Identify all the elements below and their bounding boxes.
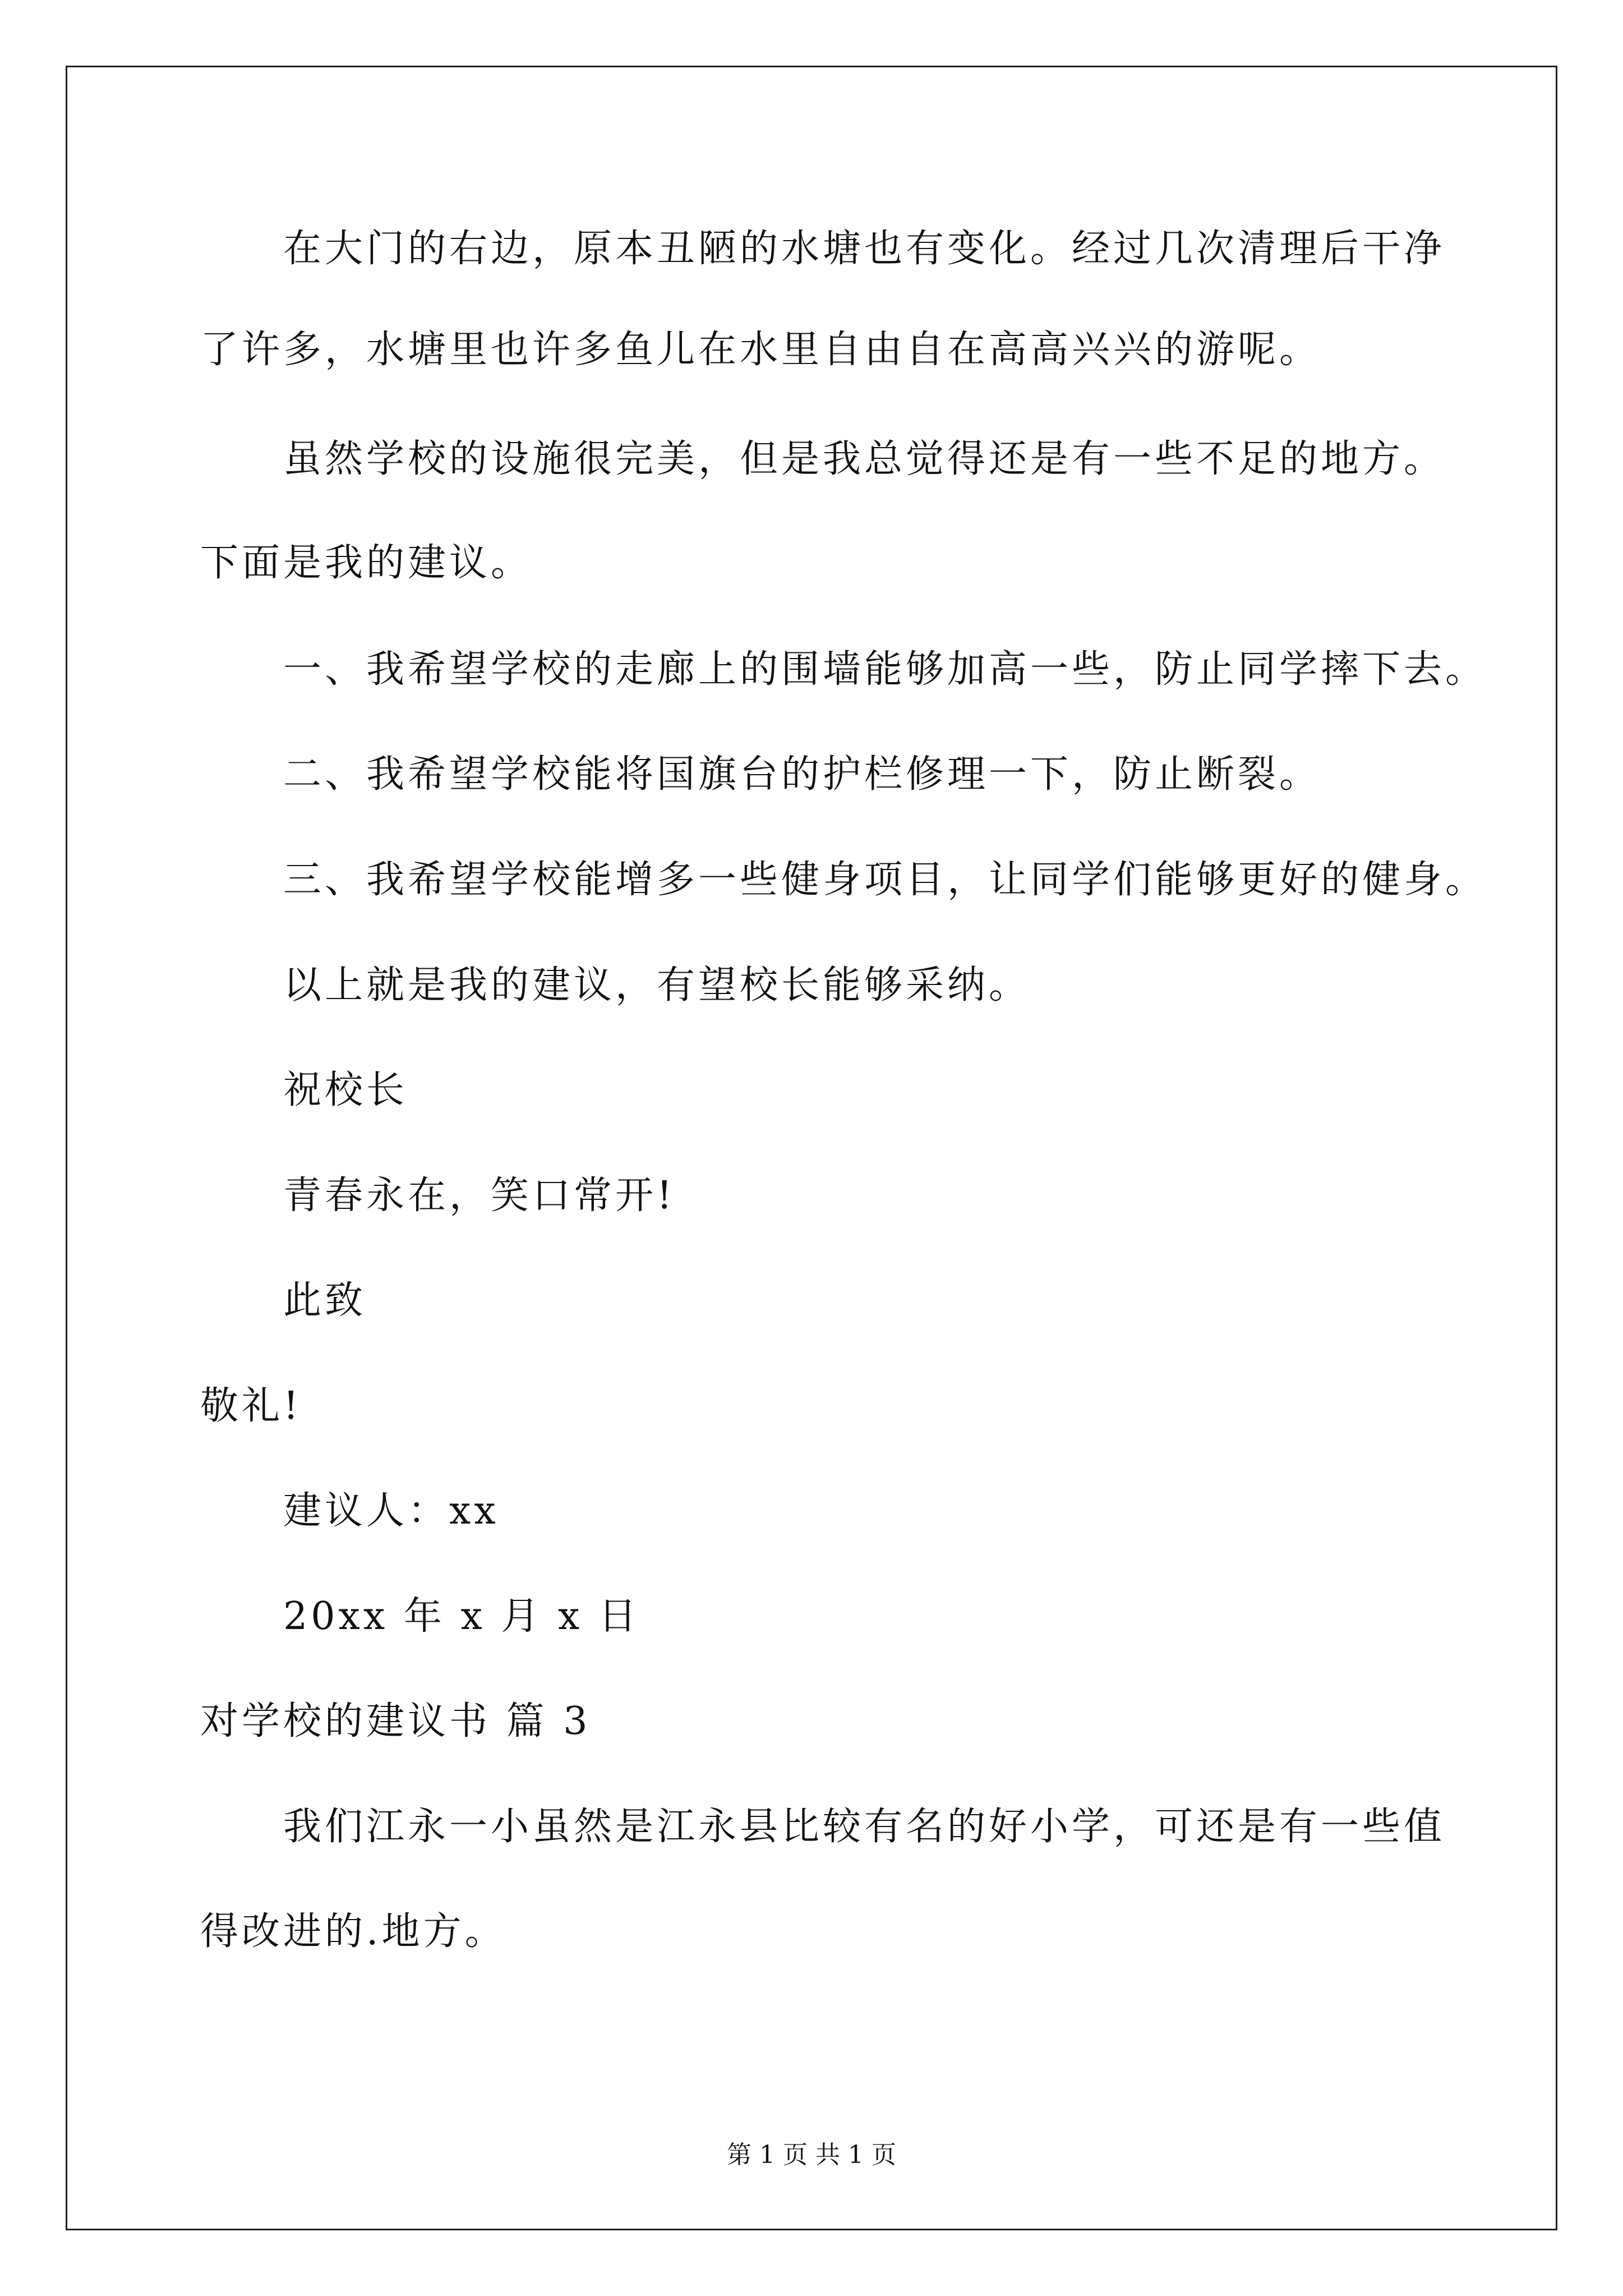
paragraph-line: 下面是我的建议。 [200,541,533,585]
paragraph-line: 三、我希望学校能增多一些健身项目，让同学们能够更好的健身。 [283,858,1487,902]
paragraph-line: 得改进的.地方。 [200,1910,506,1954]
paragraph-line: 在大门的右边，原本丑陋的水塘也有变化。经过几次清理后干净 [283,227,1446,271]
paragraph-line: 建议人：xx [283,1489,499,1533]
paragraph-line: 了许多，水塘里也许多鱼儿在水里自由自在高高兴兴的游呢。 [200,328,1321,372]
paragraph-line: 虽然学校的设施很完美，但是我总觉得还是有一些不足的地方。 [283,437,1446,481]
paragraph-line: 此致 [283,1278,367,1323]
page-number: 第 1 页 共 1 页 [727,2141,896,2169]
paragraph-line: 敬礼! [200,1384,302,1428]
section-heading: 对学校的建议书 篇 3 [200,1699,591,1743]
paragraph-line: 20xx 年 x 月 x 日 [283,1594,640,1639]
paragraph-line: 祝校长 [283,1068,408,1112]
paragraph-line: 我们江永一小虽然是江永县比较有名的好小学，可还是有一些值 [283,1805,1446,1849]
paragraph-line: 以上就是我的建议，有望校长能够采纳。 [283,963,1031,1007]
paragraph-line: 青春永在，笑口常开! [283,1174,676,1218]
paragraph-line: 二、我希望学校能将国旗台的护栏修理一下，防止断裂。 [283,752,1321,797]
paragraph-line: 一、我希望学校的走廊上的围墙能够加高一些，防止同学摔下去。 [283,647,1487,692]
page-border [66,66,1557,2230]
